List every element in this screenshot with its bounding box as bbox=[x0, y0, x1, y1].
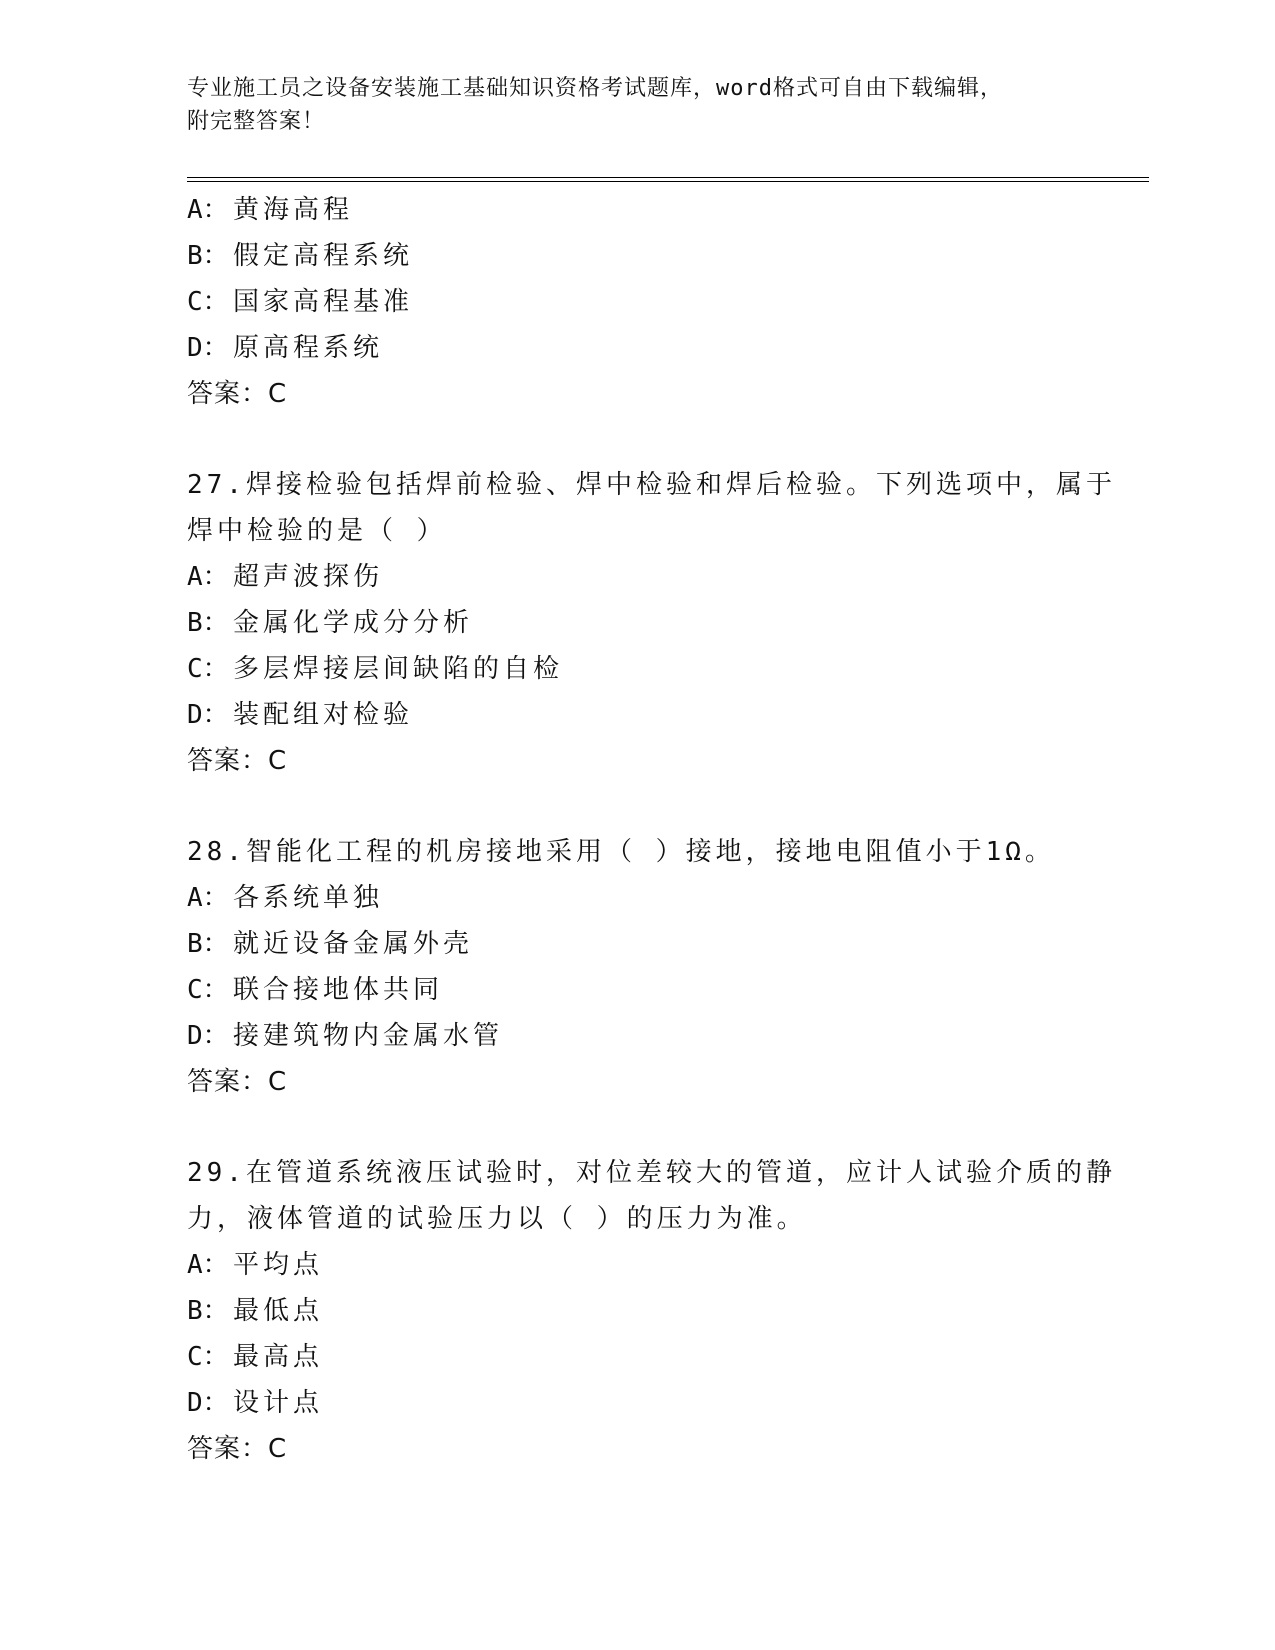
option-c: C： 多层焊接层间缺陷的自检 bbox=[187, 654, 564, 684]
answer-line: 答案：C bbox=[187, 746, 288, 776]
question-block bbox=[187, 1150, 1116, 1472]
answer-line: 答案：C bbox=[187, 1067, 288, 1097]
question-text: 27.焊接检验包括焊前检验、焊中检验和焊后检验。下列选项中，属于 bbox=[187, 470, 1116, 500]
option-d: D： 装配组对检验 bbox=[187, 700, 414, 730]
answer-line: 答案：C bbox=[187, 1434, 288, 1464]
option-b: B： 就近设备金属外壳 bbox=[187, 929, 474, 959]
question-text: 29.在管道系统液压试验时，对位差较大的管道，应计人试验介质的静 bbox=[187, 1158, 1116, 1188]
header-divider-top bbox=[187, 177, 1149, 178]
option-a: A： 黄海高程 bbox=[187, 195, 354, 225]
question-text: 焊中检验的是（ ） bbox=[187, 516, 447, 546]
option-d: D： 原高程系统 bbox=[187, 333, 384, 363]
option-b: B： 假定高程系统 bbox=[187, 241, 414, 271]
option-a: A： 平均点 bbox=[187, 1250, 324, 1280]
question-text: 28.智能化工程的机房接地采用（ ）接地，接地电阻值小于1Ω。 bbox=[187, 837, 1055, 867]
question-list bbox=[187, 187, 1116, 1472]
header-divider-bottom bbox=[187, 181, 1149, 182]
option-d: D： 接建筑物内金属水管 bbox=[187, 1021, 504, 1051]
header-line-2: 附完整答案！ bbox=[187, 109, 326, 134]
document-header bbox=[187, 72, 1087, 138]
option-b: B： 金属化学成分分析 bbox=[187, 608, 474, 638]
option-c: C： 联合接地体共同 bbox=[187, 975, 444, 1005]
option-b: B： 最低点 bbox=[187, 1296, 324, 1326]
option-c: C： 国家高程基准 bbox=[187, 287, 414, 317]
option-c: C： 最高点 bbox=[187, 1342, 324, 1372]
option-a: A： 各系统单独 bbox=[187, 883, 384, 913]
answer-line: 答案：C bbox=[187, 379, 288, 409]
header-line-1: 专业施工员之设备安装施工基础知识资格考试题库，word格式可自由下载编辑， bbox=[187, 76, 1003, 101]
question-block bbox=[187, 829, 1087, 1105]
question-block bbox=[187, 187, 1087, 417]
question-block bbox=[187, 462, 1116, 784]
option-d: D： 设计点 bbox=[187, 1388, 324, 1418]
question-text: 力，液体管道的试验压力以（ ）的压力为准。 bbox=[187, 1204, 807, 1234]
option-a: A： 超声波探伤 bbox=[187, 562, 384, 592]
